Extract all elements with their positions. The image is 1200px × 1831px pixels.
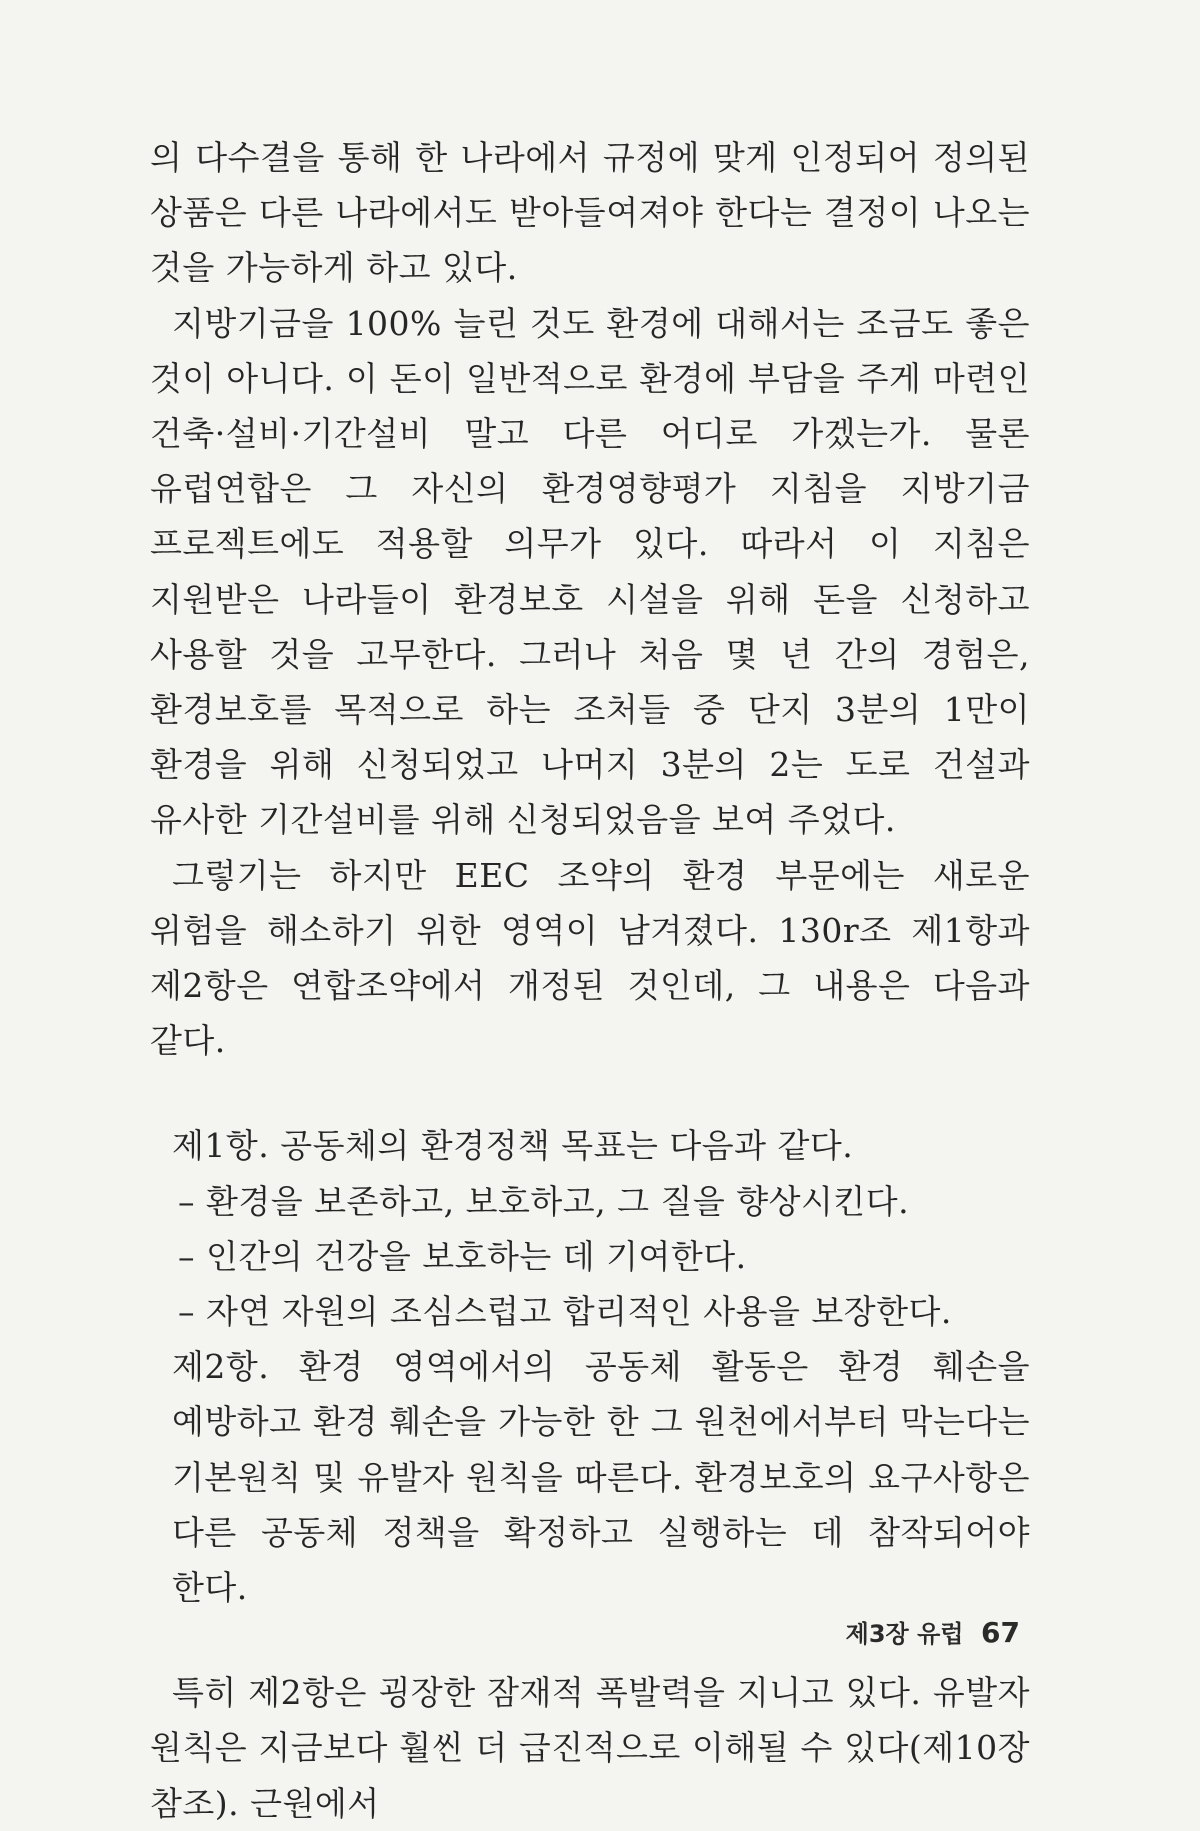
page-number: 67 [981,1616,1020,1649]
article-1-heading: 제1항. 공동체의 환경정책 목표는 다음과 같다. [172,1126,854,1166]
paragraph-3: 그렇기는 하지만 EEC 조약의 환경 부문에는 새로운 위험을 해소하기 위한 영역이 남겨졌다. 130r조 제1항과 제2항은 연합조약에서 개정된 것인데, 그 내용은 다음과 같다. [150,855,1030,1061]
paragraph-4: 특히 제2항은 굉장한 잠재적 폭발력을 지니고 있다. 유발자 원칙은 지금보다 훨씬 더 급진적으로 이해될 수 있다(제10장 참조). 근원에서 [150,1673,1030,1823]
quoted-article-block [150,1118,1030,1615]
paragraph-1: 의 다수결을 통해 한 나라에서 규정에 맞게 인정되어 정의된 상품은 다른 나라에서도 받아들여져야 한다는 결정이 나오는 것을 가능하게 하고 있다. [150,138,1030,288]
chapter-title: 제3장 유럽 [845,1620,964,1648]
spacer [150,1068,1030,1118]
article-2-text: 제2항. 환경 영역에서의 공동체 활동은 환경 훼손을 예방하고 환경 훼손을 가능한 한 그 원천에서부터 막는다는 기본원칙 및 유발자 원칙을 따른다. 환경보호의 요구사항은 다른 공동체 정책을 확정하고 실행하는 데 참작되어야 한다. [172,1347,1030,1608]
page-body [150,130,1030,1831]
article-1-item: – 자연 자원의 조심스럽고 합리적인 사용을 보장한다. [178,1292,952,1332]
article-1-item: – 인간의 건강을 보호하는 데 기여한다. [178,1236,747,1276]
article-1-item: – 환경을 보존하고, 보호하고, 그 질을 향상시킨다. [178,1181,910,1221]
running-footer [846,1614,1020,1649]
paragraph-2: 지방기금을 100% 늘린 것도 환경에 대해서는 조금도 좋은 것이 아니다. 이 돈이 일반적으로 환경에 부담을 주게 마련인 건축·설비·기간설비 말고 다른 어디로 가겠는가. 물론 유럽연합은 그 자신의 환경영향평가 지침을 지방기금 프로젝트에도 적용할 의무가 있다. 따라서 이 지침은 지원받은 나라들이 환경보호 시설을 위해 돈을 신청하고 사용할 것을 고무한다. 그러나 처음 몇 년 간의 경험은, 환경보호를 목적으로 하는 조처들 중 단지 3분의 1만이 환경을 위해 신청되었고 나머지 3분의 2는 도로 건설과 유사한 기간설비를 위해 신청되었음을 보여 주었다. [150,303,1030,840]
